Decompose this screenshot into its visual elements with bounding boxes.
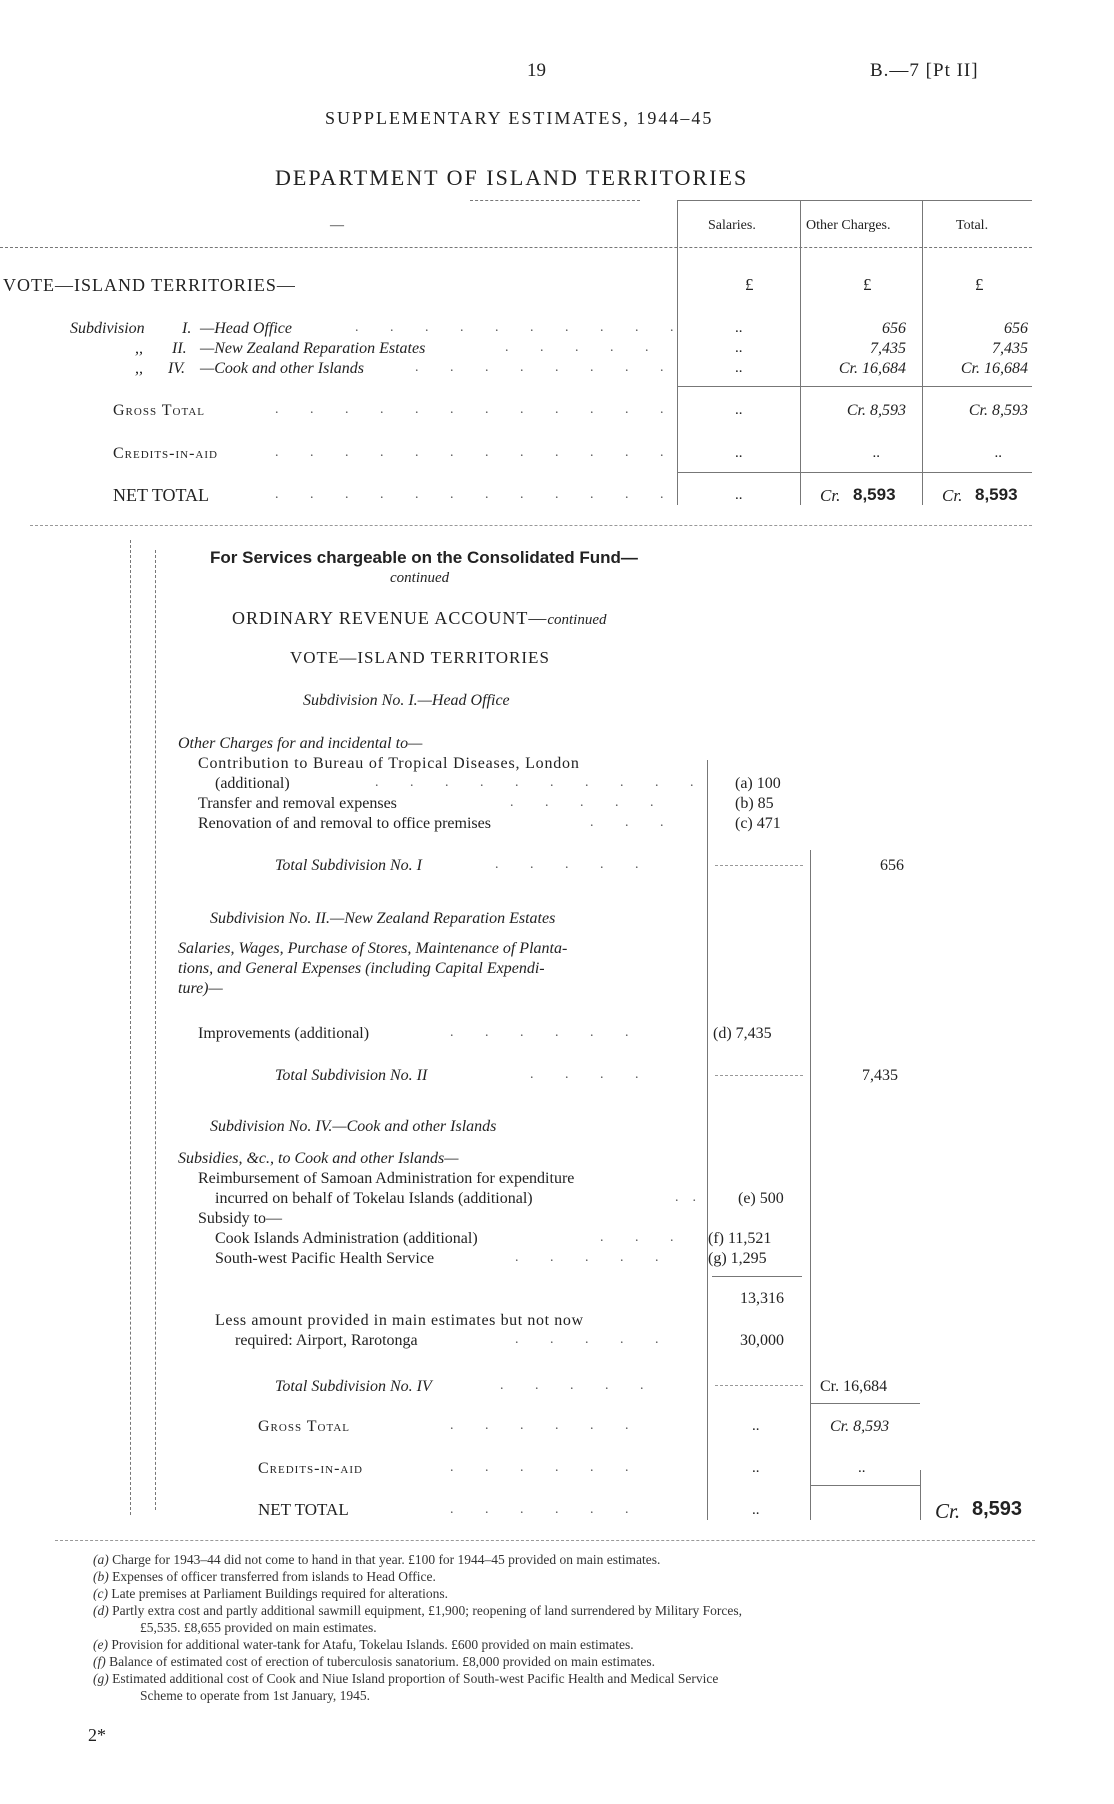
row-prefix: ,, bbox=[135, 360, 143, 377]
detail-vote-title: VOTE—ISLAND TERRITORIES bbox=[290, 648, 550, 667]
row-prefix: ,, bbox=[135, 340, 143, 357]
footnote-text: Balance of estimated cost of erection of tuberculosis sanatorium. £8,000 provided on main estimates. bbox=[109, 1654, 655, 1669]
gross-total-salaries: .. bbox=[735, 402, 743, 418]
leader-dots: . . . . . . bbox=[450, 1502, 643, 1517]
sub1-item-amount: (b) 85 bbox=[735, 795, 774, 812]
sub2-heading-line: ture)— bbox=[178, 980, 223, 997]
net-total-total-value: 8,593 bbox=[975, 485, 1018, 504]
net-total-other-value: 8,593 bbox=[853, 485, 896, 504]
estimates-title: SUPPLEMENTARY ESTIMATES, 1944–45 bbox=[325, 108, 714, 128]
detail-credits-other: .. bbox=[858, 1460, 866, 1476]
leader-dots: . . . . . . . . . . . . bbox=[275, 402, 678, 417]
net-total-total-cr: Cr. bbox=[942, 486, 963, 505]
sub1-charges-heading: Other Charges for and incidental to— bbox=[178, 735, 423, 752]
sub2-total: 7,435 bbox=[862, 1067, 898, 1084]
detail-net-total-label: NET TOTAL bbox=[258, 1500, 349, 1519]
detail-gross-total-label: Gross Total bbox=[258, 1418, 351, 1435]
row-total: Cr. 16,684 bbox=[960, 360, 1028, 377]
footnote-mark: (c) bbox=[93, 1586, 108, 1601]
footnote bbox=[93, 1569, 436, 1585]
footnote bbox=[93, 1654, 655, 1670]
sub4-item-line: incurred on behalf of Tokelau Islands (additional) bbox=[215, 1190, 533, 1207]
sub4-item-line: Reimbursement of Samoan Administration for expenditure bbox=[198, 1170, 575, 1187]
gross-total-other: Cr. 8,593 bbox=[846, 402, 906, 419]
sub1-item-line: (additional) bbox=[215, 775, 290, 792]
leader-dots: . . . . . . . . . . bbox=[355, 320, 688, 335]
leader-dots: . . . . . . bbox=[450, 1460, 643, 1475]
department-title: DEPARTMENT OF ISLAND TERRITORIES bbox=[275, 165, 749, 190]
sub1-total: 656 bbox=[880, 857, 904, 874]
row-num: II. bbox=[172, 340, 187, 357]
sub4-item-line: Cook Islands Administration (additional) bbox=[215, 1230, 478, 1247]
footnote-mark: (d) bbox=[93, 1603, 109, 1618]
detail-gross-other: Cr. 8,593 bbox=[830, 1418, 890, 1435]
leader-dots: . . . . . bbox=[500, 1378, 658, 1393]
row-name: —Head Office bbox=[200, 320, 292, 337]
sub2-heading-line: tions, and General Expenses (including Capital Expendi- bbox=[178, 960, 545, 977]
sub1-item-amount: (c) 471 bbox=[735, 815, 781, 832]
footnote-text: Late premises at Parliament Buildings required for alterations. bbox=[111, 1586, 449, 1601]
account-name: ORDINARY REVENUE ACCOUNT— bbox=[232, 608, 548, 628]
row-prefix: Subdivision bbox=[70, 320, 145, 337]
sub1-total-label: Total Subdivision No. I bbox=[275, 857, 422, 874]
row-total: 656 bbox=[1004, 320, 1028, 337]
credits-other: .. bbox=[872, 445, 880, 461]
vote-label: VOTE—ISLAND TERRITORIES— bbox=[3, 275, 296, 295]
col-header-other-charges: Other Charges. bbox=[806, 218, 891, 233]
detail-net-salaries: .. bbox=[752, 1502, 760, 1518]
footnote-text: Partly extra cost and partly additional sawmill equipment, £1,900; reopening of land surrendered by Military Forces, bbox=[112, 1603, 742, 1618]
row-other: Cr. 16,684 bbox=[838, 360, 906, 377]
footnote-mark: (g) bbox=[93, 1671, 109, 1686]
sub2-item: Improvements (additional) bbox=[198, 1025, 370, 1042]
footnote bbox=[93, 1603, 742, 1619]
consolidated-fund-continued: continued bbox=[390, 570, 450, 586]
detail-gross-salaries: .. bbox=[752, 1418, 760, 1434]
sub1-item-line: Renovation of and removal to office premises bbox=[198, 815, 491, 832]
sub4-subtotal: 13,316 bbox=[740, 1290, 784, 1307]
sub4-item-line: Less amount provided in main estimates but not now bbox=[215, 1312, 584, 1329]
row-salaries: .. bbox=[735, 360, 743, 376]
leader-dots: . . . . bbox=[530, 1067, 653, 1082]
detail-net-cr: Cr. bbox=[935, 1499, 961, 1523]
leader-dots: . . . . . . . . . . . . bbox=[275, 445, 678, 460]
sub4-item-amount: (g) 1,295 bbox=[708, 1250, 767, 1267]
net-total-label: NET TOTAL bbox=[113, 485, 210, 505]
footnote-text: Charge for 1943–44 did not come to hand in that year. £100 for 1944–45 provided on main estimates. bbox=[112, 1552, 661, 1567]
signature-mark: 2* bbox=[88, 1725, 106, 1745]
row-other: 656 bbox=[882, 320, 906, 337]
footnote-text: Expenses of officer transferred from islands to Head Office. bbox=[112, 1569, 436, 1584]
row-salaries: .. bbox=[735, 340, 743, 356]
sub4-less-amount: 30,000 bbox=[740, 1332, 784, 1349]
leader-dots: . . . . . bbox=[510, 795, 668, 810]
detail-net-value: 8,593 bbox=[972, 1498, 1023, 1520]
row-other: 7,435 bbox=[870, 340, 906, 357]
sub1-item-line: Transfer and removal expenses bbox=[198, 795, 397, 812]
footnote bbox=[93, 1586, 448, 1602]
net-total-salaries: .. bbox=[735, 487, 743, 503]
detail-credits-label: Credits-in-aid bbox=[258, 1460, 363, 1477]
credits-total: .. bbox=[994, 445, 1002, 461]
leader-dots: . . . . . bbox=[495, 857, 653, 872]
col-header-total: Total. bbox=[956, 218, 989, 233]
sub4-heading: Subsidies, &c., to Cook and other Islands— bbox=[178, 1150, 459, 1167]
consolidated-fund-heading: For Services chargeable on the Consolidated Fund— bbox=[210, 548, 638, 567]
footnote-text: Provision for additional water-tank for Atafu, Tokelau Islands. £600 provided on main estimates. bbox=[111, 1637, 634, 1652]
leader-dots: . . . . . bbox=[505, 340, 663, 355]
page-number: 19 bbox=[527, 60, 546, 81]
footnote-continuation: £5,535. £8,655 provided on main estimates. bbox=[140, 1620, 377, 1635]
footnote bbox=[93, 1637, 634, 1653]
sub1-item-amount: (a) 100 bbox=[735, 775, 781, 792]
col-header-blank: — bbox=[330, 218, 344, 233]
footnote-mark: (a) bbox=[93, 1552, 109, 1567]
sub2-item-amount: (d) 7,435 bbox=[713, 1025, 772, 1042]
row-num: IV. bbox=[168, 360, 186, 377]
pound-sign-salaries: £ bbox=[745, 275, 754, 294]
pound-sign-total: £ bbox=[975, 275, 984, 294]
footnote bbox=[93, 1552, 660, 1568]
gross-total-total: Cr. 8,593 bbox=[968, 402, 1028, 419]
row-num: I. bbox=[182, 320, 192, 337]
row-salaries: .. bbox=[735, 320, 743, 336]
footnote bbox=[93, 1671, 718, 1687]
footnote-continuation: Scheme to operate from 1st January, 1945. bbox=[140, 1688, 371, 1703]
subdivision-2-title: Subdivision No. II.—New Zealand Reparation Estates bbox=[210, 910, 556, 927]
account-continued: continued bbox=[547, 612, 607, 628]
leader-dots: . . . . . bbox=[515, 1250, 673, 1265]
subdivision-4-title: Subdivision No. IV.—Cook and other Islands bbox=[210, 1118, 497, 1135]
leader-dots: . . . . . . . . bbox=[415, 360, 678, 375]
sub4-total: Cr. 16,684 bbox=[820, 1378, 888, 1395]
subdivision-1-title: Subdivision No. I.—Head Office bbox=[303, 692, 510, 709]
footnote-mark: (e) bbox=[93, 1637, 108, 1652]
leader-dots: . . . bbox=[600, 1230, 688, 1245]
leader-dots: . . . . . . bbox=[450, 1418, 643, 1433]
sub4-item-amount: (e) 500 bbox=[738, 1190, 784, 1207]
col-header-salaries: Salaries. bbox=[708, 218, 756, 233]
row-name: —Cook and other Islands bbox=[200, 360, 364, 377]
leader-dots: . . . . . . . . . . . . bbox=[275, 487, 678, 502]
pound-sign-other: £ bbox=[863, 275, 872, 294]
sub4-item-line: Subsidy to— bbox=[198, 1210, 283, 1227]
credits-salaries: .. bbox=[735, 445, 743, 461]
net-total-other-cr: Cr. bbox=[820, 486, 841, 505]
document-reference: B.—7 [Pt II] bbox=[870, 60, 979, 81]
footnote-mark: (b) bbox=[93, 1569, 109, 1584]
gross-total-label: Gross Total bbox=[113, 402, 206, 419]
leader-dots: . . . . . . bbox=[450, 1025, 643, 1040]
detail-credits-salaries: .. bbox=[752, 1460, 760, 1476]
footnote-text: Estimated additional cost of Cook and Niue Island proportion of South-west Pacific Health and Medical Service bbox=[112, 1671, 719, 1686]
credits-in-aid-label: Credits-in-aid bbox=[113, 445, 218, 462]
sub2-heading-line: Salaries, Wages, Purchase of Stores, Maintenance of Planta- bbox=[178, 940, 568, 957]
leader-dots: .. bbox=[675, 1190, 710, 1205]
sub1-item-line: Contribution to Bureau of Tropical Diseases, London bbox=[198, 755, 580, 772]
account-title bbox=[232, 608, 607, 629]
sub4-total-label: Total Subdivision No. IV bbox=[275, 1378, 432, 1395]
sub4-item-amount: (f) 11,521 bbox=[708, 1230, 772, 1247]
row-total: 7,435 bbox=[992, 340, 1028, 357]
row-name: —New Zealand Reparation Estates bbox=[200, 340, 426, 357]
sub2-total-label: Total Subdivision No. II bbox=[275, 1067, 428, 1084]
sub4-item-line: required: Airport, Rarotonga bbox=[235, 1332, 418, 1349]
sub4-item-line: South-west Pacific Health Service bbox=[215, 1250, 435, 1267]
leader-dots: . . . . . bbox=[515, 1332, 673, 1347]
footnote-mark: (f) bbox=[93, 1654, 106, 1669]
leader-dots: . . . . . . . . . . bbox=[375, 775, 708, 790]
leader-dots: . . . bbox=[590, 815, 678, 830]
